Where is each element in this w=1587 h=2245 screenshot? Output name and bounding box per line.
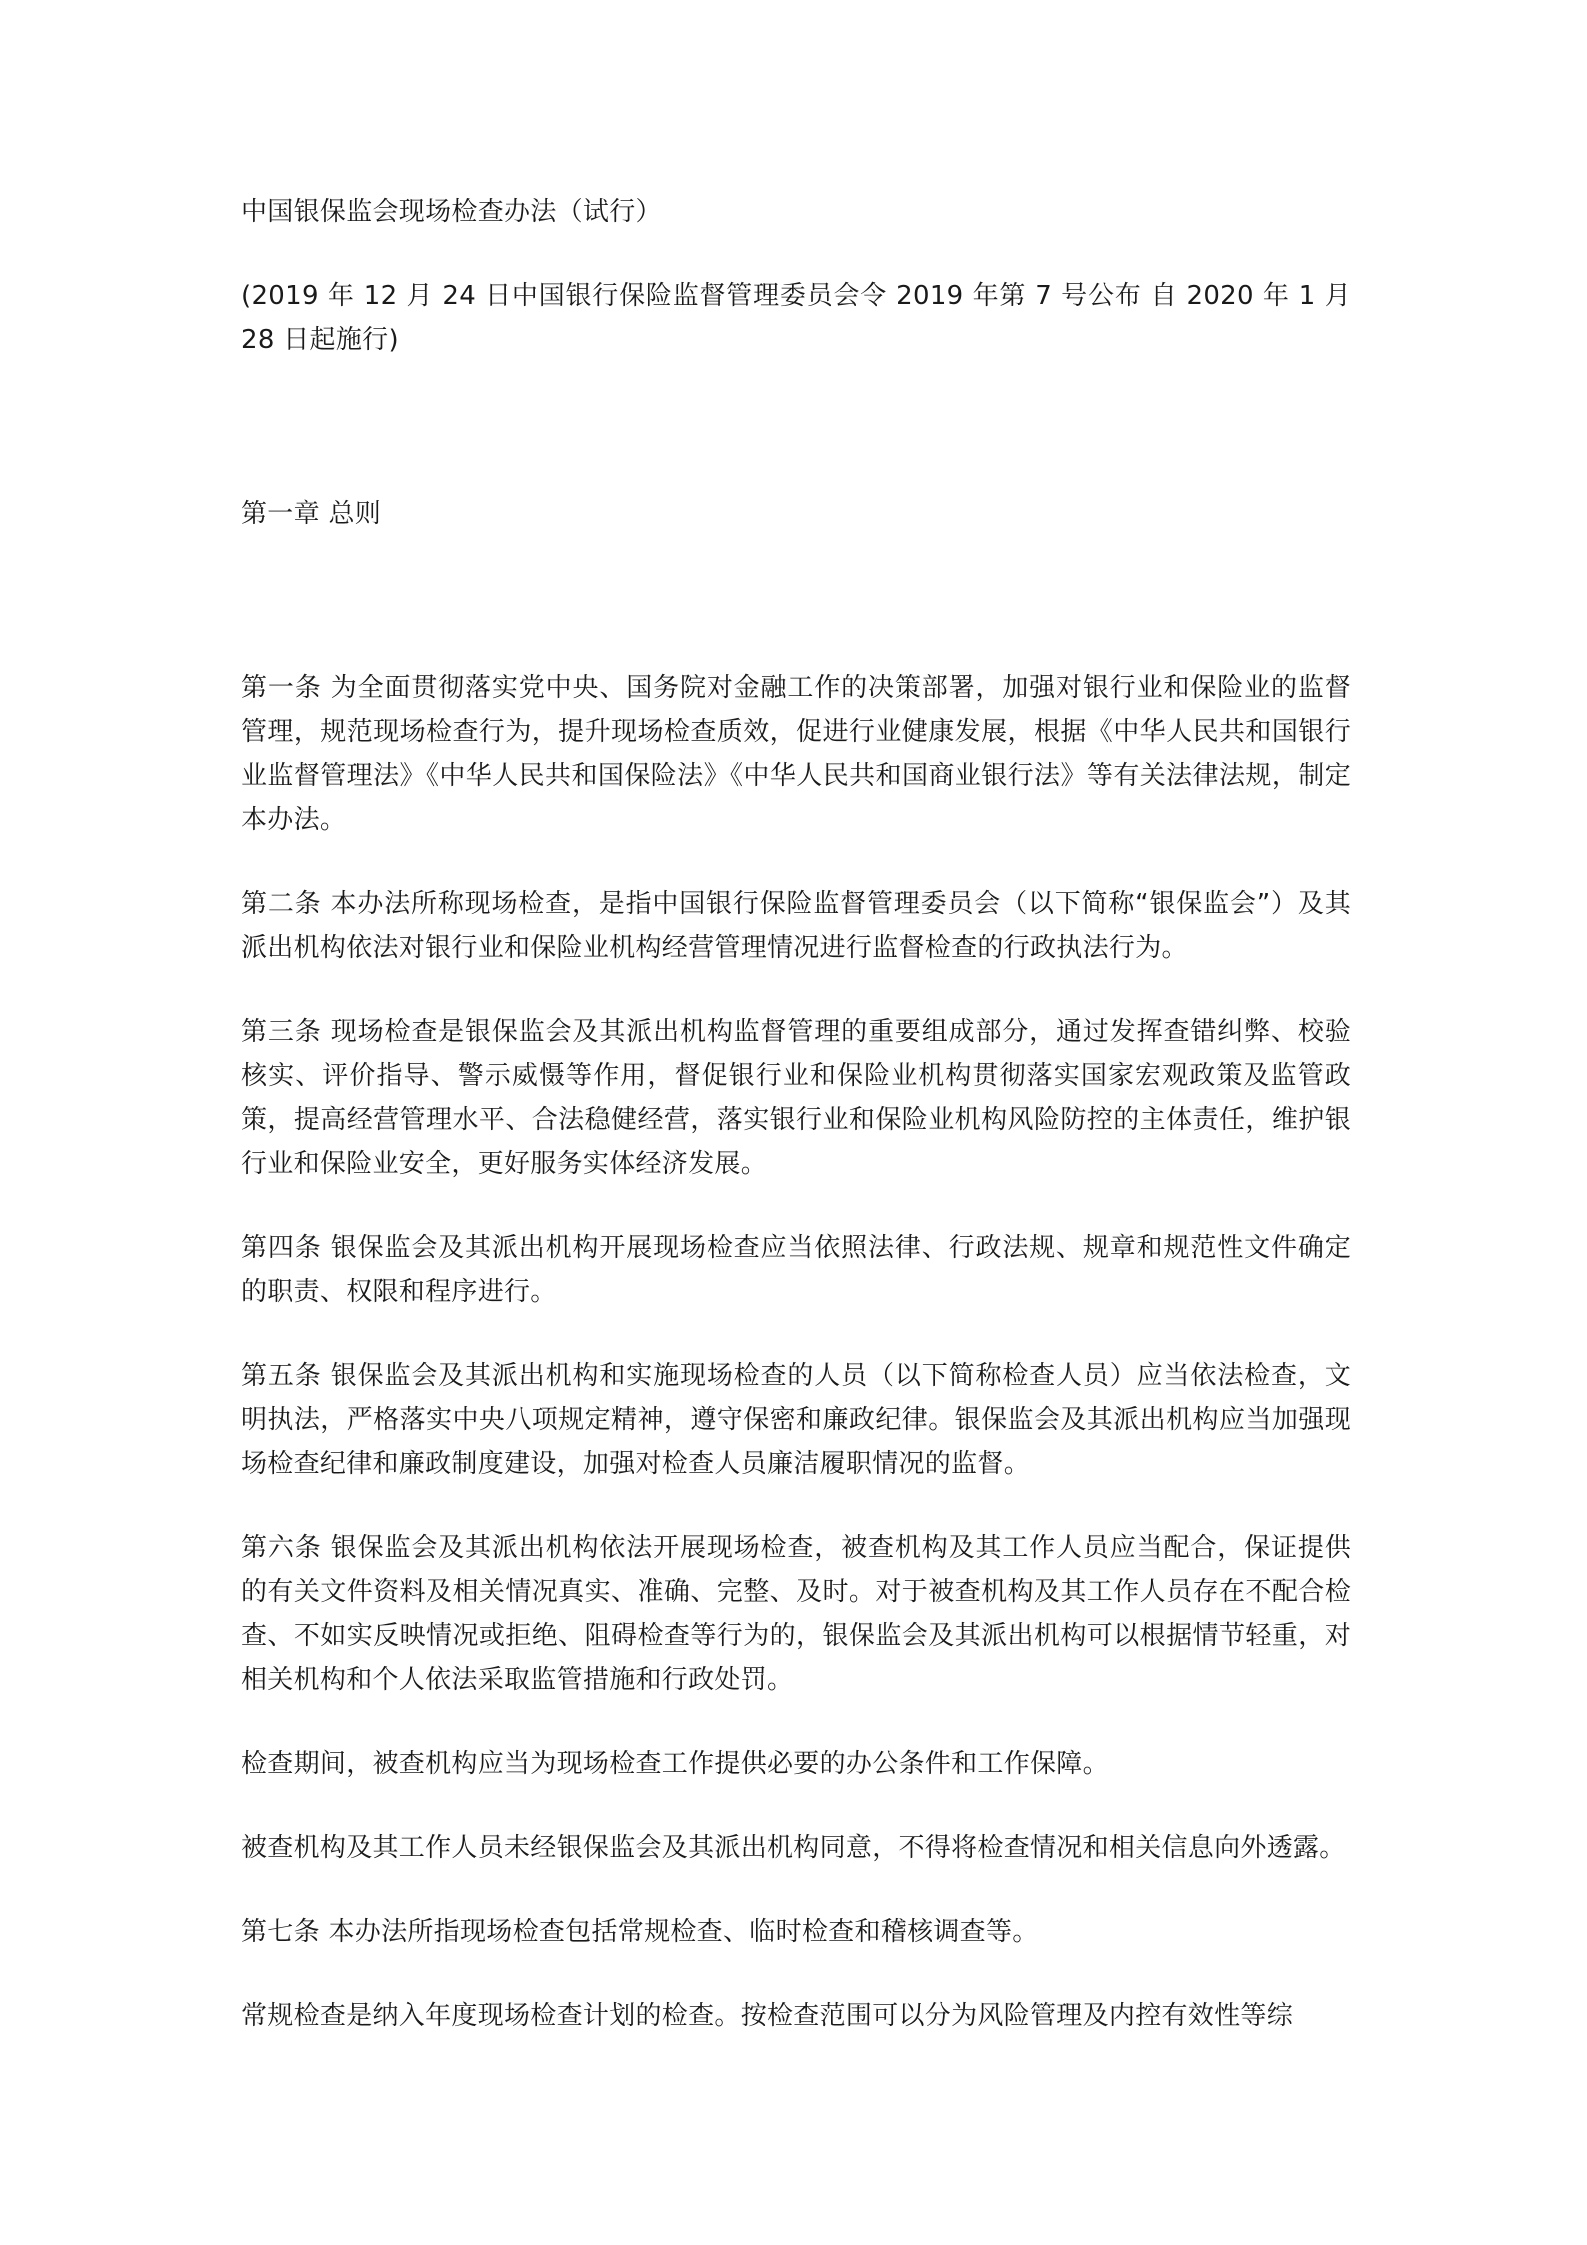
paragraph: 第五条 银保监会及其派出机构和实施现场检查的人员（以下简称检查人员）应当依法检查，文明执法，严格落实中央八项规定精神，遵守保密和廉政纪律。银保监会及其派出机构应当加强现场检查纪律和廉政制度建设，加强对检查人员廉洁履职情况的监督。	[241, 1361, 1351, 1479]
chapter-heading: 第一章 总则	[241, 499, 382, 529]
paragraph: 被查机构及其工作人员未经银保监会及其派出机构同意，不得将检查情况和相关信息向外透露。	[241, 1833, 1346, 1863]
paragraph: 第六条 银保监会及其派出机构依法开展现场检查，被查机构及其工作人员应当配合，保证提供的有关文件资料及相关情况真实、准确、完整、及时。对于被查机构及其工作人员存在不配合检查、不如实反映情况或拒绝、阻碍检查等行为的，银保监会及其派出机构可以根据情节轻重，对相关机构和个人依法采取监管措施和行政处罚。	[241, 1533, 1351, 1695]
document-title: 中国银保监会现场检查办法（试行）	[241, 197, 662, 227]
paragraph: 第七条 本办法所指现场检查包括常规检查、临时检查和稽核调查等。	[241, 1917, 1039, 1947]
paragraph: 检查期间，被查机构应当为现场检查工作提供必要的办公条件和工作保障。	[241, 1749, 1109, 1779]
paragraph: 第二条 本办法所称现场检查，是指中国银行保险监督管理委员会（以下简称“银保监会”）及其派出机构依法对银行业和保险业机构经营管理情况进行监督检查的行政执法行为。	[241, 889, 1351, 963]
paragraph: 常规检查是纳入年度现场检查计划的检查。按检查范围可以分为风险管理及内控有效性等综	[241, 2001, 1294, 2031]
promulgation-note: (2019 年 12 月 24 日中国银行保险监督管理委员会令 2019 年第 7 号公布 自 2020 年 1 月 28 日起施行)	[241, 281, 1351, 355]
document-body	[241, 190, 1351, 2078]
paragraph: 第一条 为全面贯彻落实党中央、国务院对金融工作的决策部署，加强对银行业和保险业的监督管理，规范现场检查行为，提升现场检查质效，促进行业健康发展，根据《中华人民共和国银行业监督管理法》《中华人民共和国保险法》《中华人民共和国商业银行法》等有关法律法规，制定本办法。	[241, 673, 1351, 835]
paragraph: 第四条 银保监会及其派出机构开展现场检查应当依照法律、行政法规、规章和规范性文件确定的职责、权限和程序进行。	[241, 1233, 1351, 1307]
paragraph: 第三条 现场检查是银保监会及其派出机构监督管理的重要组成部分，通过发挥查错纠弊、校验核实、评价指导、警示威慑等作用，督促银行业和保险业机构贯彻落实国家宏观政策及监管政策，提高经营管理水平、合法稳健经营，落实银行业和保险业机构风险防控的主体责任，维护银行业和保险业安全，更好服务实体经济发展。	[241, 1017, 1351, 1179]
